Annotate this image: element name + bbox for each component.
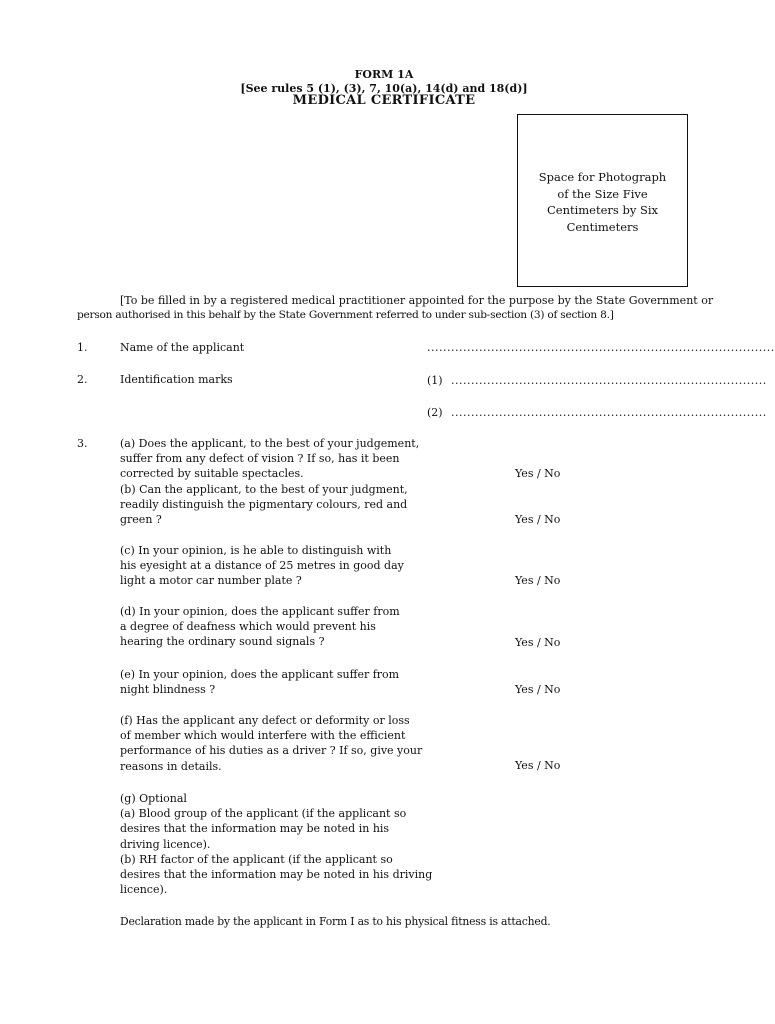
question-3e-text: (e) In your opinion, does the applicant suffer from night blindness ?: [120, 668, 400, 697]
item-2-number: 2.: [77, 373, 88, 386]
declaration-note: Declaration made by the applicant in Form I as to his physical fitness is attached.: [120, 915, 551, 928]
intro-line-1: [To be filled in by a registered medical practitioner appointed for the purpose by the State Government or: [120, 294, 714, 307]
question-3d-text: (d) In your opinion, does the applicant suffer from a degree of deafness which would prevent his hearing the ordinary sound signals ?: [120, 605, 400, 649]
item-2-label: Identification marks: [120, 373, 233, 386]
mark-2-label: (2): [427, 406, 443, 419]
question-3g-text: (g) Optional (a) Blood group of the applicant (if the applicant so desires that the information may be noted in his driving licence). (b) RH factor of the applicant (if the applicant so desires that the information may be noted in his driving licence).: [120, 792, 433, 897]
question-3b-text: (b) Can the applicant, to the best of your judgment, readily distinguish the pigmentary colours, red and green ?: [120, 483, 408, 527]
photo-placeholder-text: Space for Photograph of the Size Five Centimeters by Six Centimeters: [538, 170, 667, 234]
question-3a-text: (a) Does the applicant, to the best of your judgement, suffer from any defect of vision ? If so, has it been corrected by suitable spectacles.: [120, 437, 420, 481]
rules-reference: [See rules 5 (1), (3), 7, 10(a), 14(d) and 18(d)]: [240, 82, 528, 95]
identification-mark-1-field[interactable]: ...............................................................................: [451, 374, 767, 387]
intro-line-2: person authorised in this behalf by the State Government referred to under sub-section (3) of section 8.]: [77, 309, 614, 321]
page-title: MEDICAL CERTIFICATE: [292, 93, 476, 108]
identification-mark-2-field[interactable]: ...............................................................................: [451, 406, 767, 419]
question-3a-yes-no[interactable]: Yes / No: [515, 467, 561, 480]
question-3f-yes-no[interactable]: Yes / No: [515, 759, 561, 772]
question-3c-text: (c) In your opinion, is he able to distinguish with his eyesight at a distance of 25 metres in good day light a motor car number plate ?: [120, 544, 404, 588]
question-3c-yes-no[interactable]: Yes / No: [515, 574, 561, 587]
photo-placeholder-box: [517, 114, 688, 287]
mark-1-label: (1): [427, 374, 443, 387]
item-3-number: 3.: [77, 437, 88, 450]
question-3e-yes-no[interactable]: Yes / No: [515, 683, 561, 696]
question-3b-yes-no[interactable]: Yes / No: [515, 513, 561, 526]
item-1-label: Name of the applicant: [120, 341, 245, 354]
question-3f-text: (f) Has the applicant any defect or deformity or loss of member which would interfere with the efficient performance of his duties as a driver ? If so, give your reasons in details.: [120, 714, 423, 773]
form-number: FORM 1A: [354, 68, 414, 81]
item-1-number: 1.: [77, 341, 88, 354]
applicant-name-field[interactable]: .......................................................................................: [427, 341, 775, 354]
question-3d-yes-no[interactable]: Yes / No: [515, 636, 561, 649]
